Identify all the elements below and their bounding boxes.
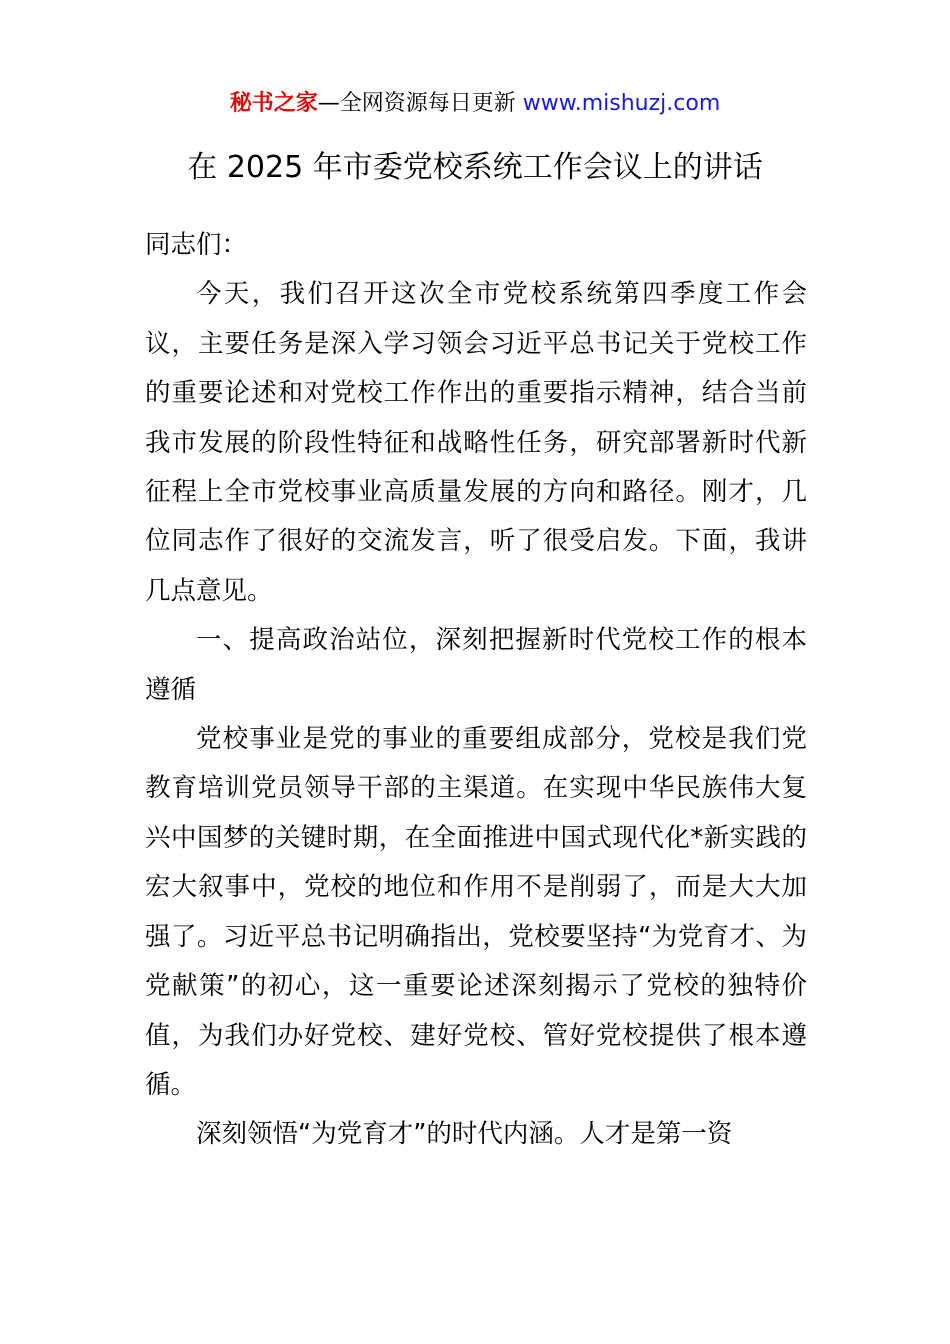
section-heading-1: 一、提高政治站位，深刻把握新时代党校工作的根本遵循 xyxy=(145,625,807,705)
site-url-link[interactable]: www.mishuzj.com xyxy=(522,91,721,116)
document-title: 在 2025 年市委党校系统工作会议上的讲话 xyxy=(187,150,763,185)
site-header xyxy=(0,88,950,120)
document-body xyxy=(145,221,807,1160)
site-tagline: —全网资源每日更新 xyxy=(317,91,523,116)
paragraph-subsection-1: 深刻领悟“为党育才”的时代内涵。人才是第一资 xyxy=(196,1119,733,1150)
site-brand: 秘书之家 xyxy=(229,91,318,116)
salutation: 同志们： xyxy=(145,230,248,260)
paragraph-intro: 今天，我们召开这次全市党校系统第四季度工作会议，主要任务是深入学习领会习近平总书记关于党校工作的重要论述和对党校工作作出的重要指示精神，结合当前我市发展的阶段性特征和战略性任务，研究部署新时代新征程上全市党校事业高质量发展的方向和路径。刚才，几位同志作了很好的交流发言，听了很受启发。下面，我讲几点意见。 xyxy=(145,279,807,606)
paragraph-section-1: 党校事业是党的事业的重要组成部分，党校是我们党教育培训党员领导干部的主渠道。在实现中华民族伟大复兴中国梦的关键时期，在全面推进中国式现代化*新实践的宏大叙事中，党校的地位和作用不是削弱了，而是大大加强了。习近平总书记明确指出，党校要坚持“为党育才、为党献策”的初心，这一重要论述深刻揭示了党校的独特价值，为我们办好党校、建好党校、管好党校提供了根本遵循。 xyxy=(145,724,807,1100)
